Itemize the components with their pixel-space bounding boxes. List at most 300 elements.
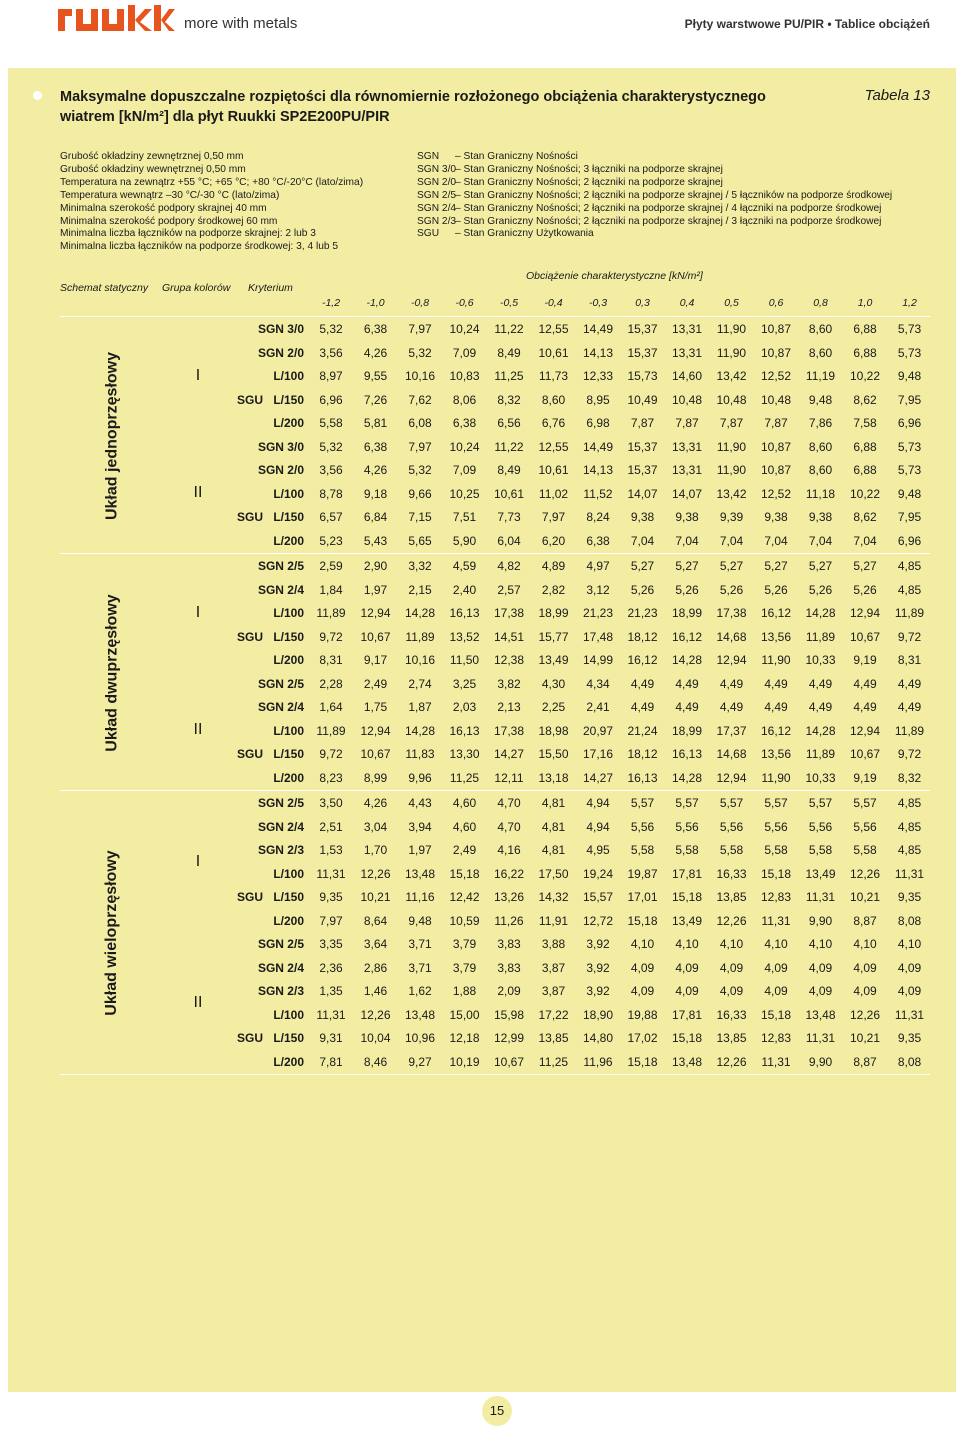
table-cell: 4,10 (630, 937, 655, 951)
table-cell: 6,56 (497, 416, 521, 430)
table-cell: 5,43 (363, 533, 388, 548)
table-cell: 7,04 (630, 533, 655, 548)
table-cell: 6,96 (897, 533, 922, 548)
legend-item (417, 216, 957, 229)
table-number: Tabela 13 (864, 87, 930, 104)
param-item: Grubość okładziny zewnętrznej 0,50 mm (60, 151, 244, 162)
table-cell: 12,18 (449, 1031, 480, 1045)
table-cell: 4,09 (853, 984, 877, 998)
table-cell: 16,12 (627, 653, 658, 667)
table-cell: 9,48 (897, 486, 922, 501)
table-cell: 8,60 (808, 439, 833, 454)
table-cell: 13,18 (538, 770, 569, 785)
table-cell: 15,18 (671, 890, 703, 904)
table-cell: 10,25 (449, 486, 480, 501)
table-cell: 12,94 (849, 723, 881, 738)
table-cell: 4,85 (897, 559, 922, 573)
table-cell: 7,73 (497, 510, 521, 524)
table-cell: 17,02 (627, 1031, 658, 1045)
criterion-label: SGN 2/5 (257, 676, 304, 691)
table-cell: 15,50 (538, 747, 569, 761)
param-item: Minimalna liczba łączników na podporze skrajnej: 2 lub 3 (60, 228, 316, 240)
table-cell: 4,09 (630, 984, 655, 998)
table-cell: 5,27 (764, 559, 788, 573)
abbreviation-legend (417, 151, 957, 241)
criterion-label: SGN 2/4 (257, 960, 304, 975)
table-cell: 16,22 (493, 866, 525, 881)
table-cell: 13,49 (671, 913, 703, 928)
table-cell: 9,31 (319, 1031, 343, 1045)
table-cell: 1,97 (363, 582, 388, 597)
table-cell: 4,49 (719, 676, 744, 691)
table-cell: 11,18 (805, 486, 836, 501)
table-cell: 7,58 (853, 416, 877, 430)
table-cell: 3,04 (363, 819, 388, 834)
table-cell: 5,27 (719, 559, 744, 573)
table-cell: 5,73 (897, 463, 922, 477)
table-cell: 4,49 (853, 700, 877, 714)
criterion-label: SGN 2/3 (257, 843, 304, 857)
table-cell: 11,31 (894, 1007, 925, 1022)
table-cell: 4,10 (808, 937, 833, 951)
table-cell: 5,56 (719, 819, 744, 834)
table-cell: 1,88 (452, 984, 477, 998)
table-cell: 11,16 (405, 890, 435, 904)
criterion-label: L/100 (273, 606, 304, 620)
criterion-label: SGN 3/0 (257, 322, 304, 336)
table-cell: 4,60 (452, 796, 477, 810)
table-cell: 17,37 (716, 723, 747, 738)
param-item: Minimalna liczba łączników na podporze środkowej: 3, 4 lub 5 (60, 241, 339, 253)
table-cell: 17,81 (671, 1007, 703, 1022)
table-cell: 9,38 (675, 510, 699, 524)
table-cell: 9,55 (363, 369, 388, 383)
load-column-header: 0,3 (635, 297, 650, 309)
table-cell: 13,49 (538, 653, 569, 667)
table-cell: 4,49 (630, 700, 655, 714)
table-cell: 5,32 (319, 439, 343, 454)
table-cell: 4,49 (897, 700, 922, 714)
table-cell: 11,89 (894, 723, 925, 738)
table-cell: 4,49 (897, 676, 922, 691)
table-cell: 5,27 (675, 559, 699, 573)
table-cell: 12,11 (494, 770, 524, 785)
table-cell: 11,73 (538, 369, 569, 383)
table-cell: 11,02 (538, 486, 569, 501)
table-cell: 17,50 (538, 866, 569, 881)
table-cell: 14,13 (582, 463, 614, 477)
column-header-schemat: Schemat statyczny (60, 282, 149, 294)
table-cell: 2,90 (363, 559, 388, 573)
table-cell: 3,88 (541, 937, 566, 951)
table-cell: 11,90 (716, 345, 747, 360)
static-scheme-label: Układ wieloprzęsłowy (103, 850, 120, 1016)
table-cell: 2,09 (497, 984, 521, 998)
table-cell: 1,87 (408, 700, 432, 714)
table-cell: 9,19 (853, 770, 877, 785)
table-cell: 1,53 (319, 843, 343, 857)
table-cell: 5,26 (764, 582, 788, 597)
table-cell: 10,21 (360, 890, 391, 904)
table-cell: 7,97 (408, 439, 432, 454)
table-cell: 2,49 (452, 843, 477, 857)
tagline: more with metals (184, 15, 298, 32)
table-cell: 7,87 (630, 416, 655, 430)
table-cell: 15,37 (627, 439, 658, 454)
load-column-header: -0,5 (499, 297, 519, 309)
table-cell: 6,38 (363, 439, 388, 454)
table-cell: 5,57 (764, 796, 788, 810)
table-cell: 13,56 (760, 747, 792, 761)
table-cell: 3,82 (497, 676, 521, 691)
table-cell: 3,71 (408, 937, 432, 951)
sgu-label: SGU (237, 1031, 264, 1045)
column-header-grupa: Grupa kolorów (162, 282, 231, 294)
table-cell: 4,09 (764, 960, 788, 975)
table-cell: 4,34 (586, 676, 610, 691)
table-cell: 19,24 (582, 866, 614, 881)
table-cell: 5,58 (808, 843, 833, 857)
static-scheme-label: Układ jednoprzęsłowy (103, 351, 120, 520)
table-cell: 4,82 (497, 559, 521, 573)
table-cell: 9,38 (630, 510, 655, 524)
table-cell: 11,89 (894, 606, 925, 620)
table-cell: 7,87 (719, 416, 744, 430)
table-cell: 9,39 (719, 510, 744, 524)
table-cell: 5,26 (719, 582, 744, 597)
color-group-label: I (195, 366, 201, 384)
bullet-icon (33, 91, 42, 100)
table-cell: 8,24 (586, 510, 610, 524)
table-cell: 12,83 (760, 1031, 792, 1045)
table-cell: 3,56 (319, 345, 343, 360)
table-cell: 14,68 (716, 747, 747, 761)
table-cell: 8,46 (363, 1054, 388, 1069)
table-cell: 12,26 (360, 1007, 391, 1022)
table-cell: 2,13 (497, 700, 521, 714)
table-cell: 4,09 (675, 984, 699, 998)
legend-text: – Stan Graniczny Nośności; 2 łączniki na podporze skrajnej / 3 łączniki na podporze środkowej (455, 215, 882, 227)
page-header (0, 0, 960, 60)
table-cell: 2,03 (452, 700, 477, 714)
table-cell: 5,58 (719, 843, 744, 857)
table-cell: 4,49 (764, 676, 788, 691)
table-cell: 4,81 (541, 796, 566, 810)
criterion-label: L/200 (273, 913, 304, 928)
param-item: Minimalna szerokość podpory skrajnej 40 mm (60, 202, 267, 214)
table-cell: 12,26 (849, 866, 881, 881)
table-cell: 7,97 (541, 510, 566, 524)
table-cell: 13,48 (805, 1007, 836, 1022)
load-column-header: 0,5 (724, 297, 739, 309)
sgu-label: SGU (237, 747, 264, 761)
table-cell: 12,52 (760, 486, 792, 501)
table-cell: 11,89 (405, 629, 435, 644)
table-cell: 14,28 (671, 770, 703, 785)
table-cell: 7,04 (853, 533, 877, 548)
table-cell: 5,26 (630, 582, 655, 597)
table-cell: 5,73 (897, 322, 922, 336)
table-cell: 16,12 (760, 723, 792, 738)
criterion-label: L/100 (273, 723, 304, 738)
criterion-label: L/200 (273, 533, 304, 548)
table-cell: 21,23 (627, 606, 658, 620)
table-cell: 14,28 (805, 606, 836, 620)
table-cell: 7,97 (408, 322, 432, 336)
table-cell: 5,73 (897, 439, 922, 454)
table-cell: 13,48 (671, 1054, 703, 1069)
table-cell: 3,87 (541, 984, 566, 998)
table-cell: 11,31 (316, 866, 346, 881)
table-cell: 2,36 (319, 960, 343, 975)
table-cell: 2,59 (319, 559, 343, 573)
table-cell: 5,27 (853, 559, 877, 573)
table-cell: 1,97 (408, 843, 432, 857)
table-cell: 5,57 (853, 796, 877, 810)
table-cell: 13,49 (805, 866, 836, 881)
table-cell: 5,57 (630, 796, 655, 810)
table-cell: 11,89 (316, 606, 346, 620)
table-divider (60, 553, 930, 554)
table-cell: 4,10 (764, 937, 788, 951)
table-cell: 8,62 (853, 510, 877, 524)
table-cell: 16,13 (449, 723, 480, 738)
table-cell: 5,58 (853, 843, 877, 857)
criterion-label: SGN 2/3 (257, 984, 304, 998)
table-cell: 11,50 (449, 653, 480, 667)
table-cell: 10,33 (805, 770, 836, 785)
table-cell: 6,57 (319, 510, 343, 524)
load-caption: Obciążenie charakterystyczne [kN/m²] (526, 270, 703, 282)
criterion-label: L/100 (273, 866, 304, 881)
table-cell: 9,66 (408, 486, 432, 501)
table-cell: 11,26 (494, 913, 524, 928)
table-cell: 2,57 (497, 582, 521, 597)
table-cell: 3,64 (363, 937, 388, 951)
table-cell: 6,96 (897, 416, 922, 430)
table-cell: 10,48 (760, 392, 792, 407)
table-cell: 3,25 (452, 676, 477, 691)
table-cell: 5,26 (675, 582, 699, 597)
table-cell: 7,87 (764, 416, 788, 430)
table-cell: 11,31 (805, 1031, 836, 1045)
table-cell: 8,60 (541, 392, 566, 407)
legend-code: SGN 2/0 (417, 176, 457, 188)
table-cell: 12,55 (538, 439, 569, 454)
table-cell: 4,94 (586, 819, 610, 834)
table-cell: 5,57 (675, 796, 699, 810)
table-cell: 10,96 (404, 1031, 436, 1045)
table-cell: 7,26 (363, 392, 388, 407)
table-cell: 7,81 (319, 1054, 343, 1069)
table-cell: 4,81 (541, 843, 566, 857)
table-cell: 3,92 (586, 937, 610, 951)
table-cell: 12,33 (582, 369, 614, 383)
legend-item (417, 177, 957, 190)
load-column-header: -0,8 (410, 297, 430, 309)
criterion-label: SGN 2/0 (257, 345, 304, 360)
table-cell: 5,56 (808, 819, 833, 834)
table-cell: 9,35 (897, 1031, 922, 1045)
legend-item (417, 203, 957, 216)
color-group-label: II (193, 484, 203, 502)
table-cell: 13,42 (716, 486, 747, 501)
ruukki-logo (58, 5, 176, 38)
table-cell: 10,67 (849, 629, 881, 644)
table-cell: 7,95 (897, 392, 922, 407)
table-cell: 16,12 (760, 606, 792, 620)
criterion-label: SGN 2/4 (257, 700, 304, 714)
table-cell: 12,26 (360, 866, 391, 881)
table-cell: 3,94 (408, 819, 432, 834)
table-cell: 10,04 (360, 1031, 391, 1045)
table-cell: 2,74 (408, 676, 432, 691)
table-cell: 7,95 (897, 510, 922, 524)
table-cell: 6,04 (497, 533, 521, 548)
table-cell: 6,98 (586, 416, 610, 430)
table-cell: 18,99 (538, 606, 569, 620)
load-column-header: -0,6 (455, 297, 474, 309)
table-cell: 4,10 (719, 937, 744, 951)
table-cell: 8,60 (808, 322, 833, 336)
table-cell: 4,30 (541, 676, 566, 691)
table-cell: 10,87 (760, 345, 792, 360)
table-cell: 7,15 (408, 510, 432, 524)
title-line-2: wiatrem [kN/m²] dla płyt Ruukki SP2E200PU/PIR (60, 109, 390, 125)
sgu-label: SGU (237, 890, 264, 904)
table-cell: 5,58 (319, 416, 343, 430)
table-cell: 9,38 (808, 510, 833, 524)
table-cell: 13,31 (671, 322, 703, 336)
table-cell: 21,23 (582, 606, 614, 620)
criterion-label: L/150 (273, 629, 304, 644)
table-cell: 8,97 (319, 369, 343, 383)
table-cell: 11,22 (494, 439, 524, 454)
table-cell: 11,90 (716, 439, 747, 454)
table-cell: 13,31 (671, 439, 703, 454)
table-cell: 18,99 (671, 606, 703, 620)
table-cell: 4,49 (630, 676, 655, 691)
table-cell: 2,86 (363, 960, 388, 975)
criterion-label: L/200 (273, 770, 304, 785)
table-cell: 4,85 (897, 796, 922, 810)
table-cell: 12,83 (760, 890, 792, 904)
table-cell: 13,48 (404, 866, 436, 881)
table-cell: 14,28 (404, 723, 436, 738)
table-cell: 13,31 (671, 463, 703, 477)
table-cell: 14,99 (582, 653, 614, 667)
table-cell: 5,57 (719, 796, 744, 810)
table-cell: 12,26 (716, 913, 747, 928)
legend-code: SGN 2/5 (417, 189, 457, 201)
table-cell: 14,27 (582, 770, 614, 785)
table-cell: 4,09 (808, 960, 833, 975)
table-cell: 12,52 (760, 369, 792, 383)
table-cell: 20,97 (582, 723, 614, 738)
table-cell: 13,31 (671, 345, 703, 360)
criterion-label: L/150 (273, 510, 304, 524)
legend-text: – Stan Graniczny Nośności; 2 łączniki na podporze skrajnej / 4 łączniki na podporze środkowej (455, 202, 882, 214)
table-cell: 10,33 (805, 653, 836, 667)
criterion-label: L/100 (273, 1007, 304, 1022)
table-cell: 19,88 (627, 1007, 658, 1022)
table-cell: 5,27 (630, 559, 655, 573)
table-cell: 12,26 (716, 1054, 747, 1069)
table-cell: 11,31 (316, 1007, 346, 1022)
table-cell: 13,85 (716, 1031, 747, 1045)
table-cell: 3,92 (586, 984, 610, 998)
table-cell: 17,38 (493, 606, 525, 620)
table-cell: 17,38 (493, 723, 525, 738)
table-cell: 9,48 (408, 913, 432, 928)
table-cell: 11,96 (583, 1054, 613, 1069)
table-cell: 8,23 (319, 770, 343, 785)
table-cell: 5,56 (853, 819, 877, 834)
table-cell: 9,48 (897, 369, 922, 383)
table-cell: 3,71 (408, 960, 432, 975)
table-cell: 8,78 (319, 486, 343, 501)
table-cell: 15,18 (760, 1007, 792, 1022)
table-divider (60, 790, 930, 791)
table-cell: 4,10 (675, 937, 699, 951)
table-cell: 10,49 (627, 392, 658, 407)
table-cell: 2,25 (541, 700, 566, 714)
table-cell: 4,49 (808, 676, 833, 691)
table-cell: 4,49 (764, 700, 788, 714)
table-cell: 4,59 (452, 559, 477, 573)
table-cell: 10,59 (449, 913, 480, 928)
legend-text: – Stan Graniczny Nośności; 2 łączniki na podporze skrajnej / 5 łączników na podporze środkowej (455, 189, 893, 201)
table-cell: 6,88 (853, 463, 877, 477)
table-cell: 8,87 (853, 913, 877, 928)
table-cell: 14,80 (582, 1031, 614, 1045)
table-title (60, 87, 820, 127)
table-cell: 17,01 (627, 890, 658, 904)
criterion-label: SGN 2/4 (257, 582, 304, 597)
table-cell: 8,06 (452, 392, 477, 407)
table-cell: 17,16 (582, 747, 614, 761)
table-cell: 10,16 (404, 653, 436, 667)
parameters-list (60, 151, 410, 254)
table-cell: 10,61 (493, 486, 525, 501)
table-cell: 4,49 (675, 676, 699, 691)
table-cell: 10,24 (449, 322, 480, 336)
table-cell: 4,26 (363, 345, 388, 360)
table-cell: 9,72 (319, 629, 343, 644)
table-cell: 10,67 (360, 747, 391, 761)
table-cell: 1,75 (363, 700, 388, 714)
table-cell: 14,68 (716, 629, 747, 644)
table-cell: 11,89 (805, 629, 836, 644)
table-cell: 4,70 (497, 819, 521, 834)
table-cell: 12,99 (493, 1031, 525, 1045)
table-cell: 19,87 (627, 866, 658, 881)
table-cell: 15,18 (627, 913, 658, 928)
table-cell: 9,72 (897, 747, 922, 761)
table-cell: 12,38 (493, 653, 525, 667)
legend-code: SGN 2/3 (417, 215, 457, 227)
page-number: 15 (482, 1396, 512, 1426)
table-cell: 12,72 (582, 913, 614, 928)
table-cell: 13,56 (760, 629, 792, 644)
table-cell: 5,32 (408, 463, 432, 477)
legend-text: – Stan Graniczny Użytkowania (455, 228, 594, 240)
table-cell: 6,88 (853, 322, 877, 336)
criterion-label: SGN 2/5 (257, 559, 304, 573)
param-item: Grubość okładziny wewnętrznej 0,50 mm (60, 163, 246, 175)
criterion-label: L/200 (273, 1054, 304, 1069)
table-cell: 8,62 (853, 392, 877, 407)
